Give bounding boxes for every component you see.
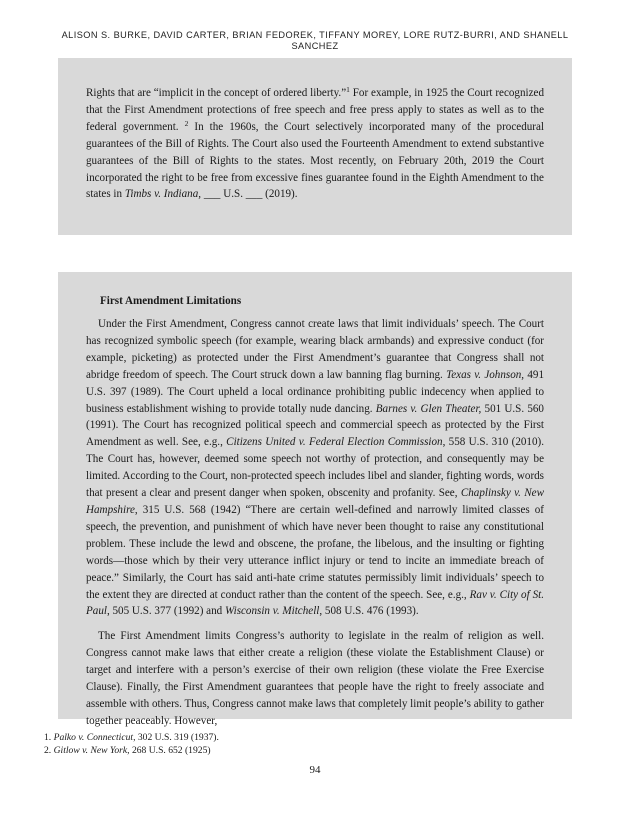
speech-limits-paragraph <box>86 316 544 620</box>
text-run: , 558 U.S. 310 (2010). The Court has, however, deemed some speech not worthy of protection, and consequently may be limited. According to the Court, non-protected speech includes libel and slander, fighting words, words that present a clear and present danger when spoken, obscenity and profanity. See, <box>86 436 544 500</box>
text-run: ___ U.S. ___ (2019). <box>201 188 298 201</box>
religion-assembly-paragraph: The First Amendment limits Congress’s authority to legislate in the realm of religion as well. Congress cannot make laws that either create a religion (these violate the Establishment Clause) or target and interfere with a person’s exercise of their own religion (these violate the Free Exercise Clause). Finally, the First Amendment guarantees that people have the right to freely associate and assemble with others. Thus, Congress cannot make laws that completely limit people’s ability to gather together peaceably. However, <box>86 630 544 727</box>
text-run: Rights that are “implicit in the concept of ordered liberty.” <box>86 87 347 99</box>
context-box-first-amendment <box>58 272 572 727</box>
case-name: Chaplinsky v. New Hampshire <box>86 487 544 516</box>
case-name: Citizens United v. Federal Election Commission <box>226 436 443 449</box>
text-run: , 505 U.S. 377 (1992) and <box>106 605 225 618</box>
text-run: Under the First Amendment, Congress cannot create laws that limit individuals’ speech. The Court has recognized symbolic speech (for example, wearing black armbands) and expressive conduct (for example, picketing) as protected under the First Amendment’s guarantee that Congress shall not abridge freedom of speech. The Court struck down a law banning flag burning. <box>86 318 544 381</box>
case-name: Palko v. Connecticut <box>53 732 134 743</box>
case-name: Gitlow v. New York <box>53 745 128 756</box>
context-box-incorporation <box>58 58 572 235</box>
text-run: For example, in 1925 the Court recognized that the First Amendment protections of free speech and free press apply to states as well as to the federal government. <box>86 87 544 133</box>
footnote-number: 1. <box>44 732 54 743</box>
footnote-ref-2[interactable]: 2 <box>184 118 189 128</box>
running-header: ALISON S. BURKE, DAVID CARTER, BRIAN FEDOREK, TIFFANY MOREY, LORE RUTZ-BURRI, AND SHANELL SANCHEZ <box>61 30 569 51</box>
case-name: Wisconsin v. Mitchell <box>224 605 320 618</box>
section-heading: First Amendment Limitations <box>100 295 242 307</box>
citation: , 302 U.S. 319 (1937). <box>133 732 219 743</box>
footnote-1 <box>44 731 219 744</box>
case-name: Texas v. Johnson, <box>446 368 525 381</box>
case-name: Rav v. City of St. Paul <box>86 588 545 618</box>
footnotes <box>44 731 219 757</box>
text-run: , 508 U.S. 476 (1993). <box>319 605 419 618</box>
text-run: 491 U.S. 397 (1989). The Court upheld a local ordinance prohibiting public indecency when applied to business establishment wishing to provide totally nude dancing. <box>86 368 544 415</box>
text-run: In the 1960s, the Court selectively incorporated many of the procedural guarantees of the Bill of Rights. The Court also used the Fourteenth Amendment to extend substantive guarantees of the Bill of Rights to the states. Most recently, on February 20th, 2019 the Court incorporated the right to be free from excessive fines guarantee found in the Eighth Amendment to the states in <box>86 120 544 201</box>
text-run: , 315 U.S. 568 (1942) “There are certain well-defined and narrowly limited classes of speech, the prevention, and punishment of which have never been thought to raise any constitutional problem. These include the lewd and obscene, the profane, the libelous, and the insulting or fighting words—those which by their very utterance inflict injury or tend to incite an immediate breach of peace.” Similarly, the Court has said anti-hate crime statutes permissibly limit individuals’ speech to the extent they are directed at conduct rather than the content of the speech. See, e.g., <box>86 503 544 601</box>
case-name: Barnes v. Glen Theater, <box>375 402 482 415</box>
citation: , 268 U.S. 652 (1925) <box>127 745 211 756</box>
footnote-number: 2. <box>44 745 54 756</box>
incorporation-paragraph <box>86 85 544 203</box>
text-run: 501 U.S. 560 (1991). The Court has recognized political speech and commercial speech as protected by the First Amendment as well. See, e.g., <box>86 402 544 449</box>
page-number: 94 <box>309 764 321 776</box>
footnote-ref-1[interactable]: 1 <box>346 85 350 94</box>
case-name: Timbs v. Indiana, <box>124 188 202 201</box>
footnote-2 <box>44 744 219 757</box>
